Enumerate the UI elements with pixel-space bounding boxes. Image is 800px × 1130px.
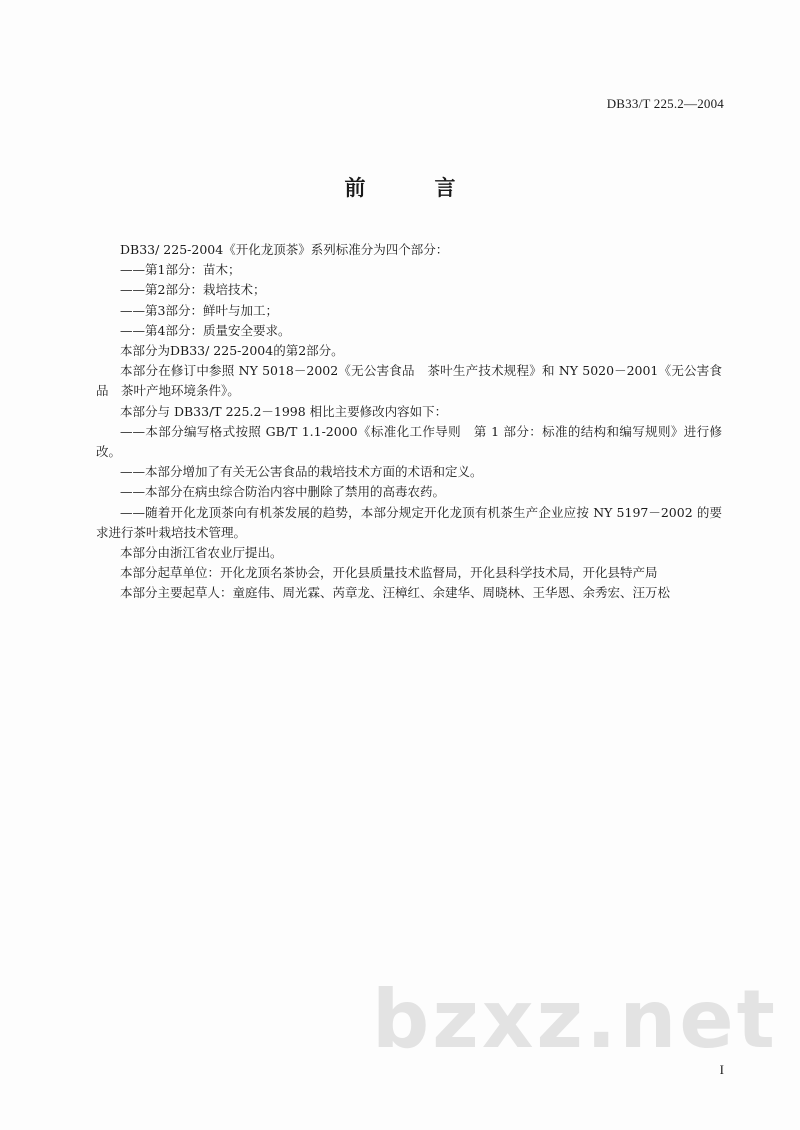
paragraph-part-statement: 本部分为DB33/ 225-2004的第2部分。: [120, 343, 344, 359]
paragraph-changes-intro: 本部分与 DB33/T 225.2－1998 相比主要修改内容如下：: [120, 403, 448, 419]
paragraph-drafting-units: 本部分起草单位：开化龙顶名茶协会，开化县质量技术监督局，开化县科学技术局，开化县特产局: [120, 565, 658, 581]
list-item-change-format: ——本部分编写格式按照 GB/T 1.1-2000《标准化工作导则 第 1 部分：标准的结构和编写规则》进行修改。: [96, 423, 722, 460]
paragraph-references: 本部分在修订中参照 NY 5018－2002《无公害食品 茶叶生产技术规程》和 NY 5020－2001《无公害食品 茶叶产地环境条件》。: [96, 363, 722, 399]
list-item-change-organic: ——随着开化龙顶茶向有机茶发展的趋势，本部分规定开化龙顶有机茶生产企业应按 NY 5197－2002 的要求进行茶叶栽培技术管理。: [96, 504, 722, 540]
paragraph-drafters: 本部分主要起草人：童庭伟、周光霖、芮章龙、汪樟红、余建华、周晓林、王华恩、余秀宏、汪万松: [120, 585, 671, 601]
standard-code: DB33/T 225.2—2004: [606, 96, 724, 111]
page-number: I: [719, 1062, 724, 1077]
list-item-part-3: ——第3部分：鲜叶与加工；: [120, 302, 278, 318]
list-item-change-pesticides: ——本部分在病虫综合防治内容中删除了禁用的高毒农药。: [120, 484, 446, 500]
list-item-part-2: ——第2部分：栽培技术；: [120, 282, 266, 298]
watermark: bzxz.net: [372, 973, 778, 1066]
foreword-body: [96, 240, 722, 604]
paragraph-proposer: 本部分由浙江省农业厅提出。: [120, 545, 283, 561]
list-item-change-terms: ——本部分增加了有关无公害食品的栽培技术方面的术语和定义。: [120, 464, 483, 480]
list-item-part-4: ——第4部分：质量安全要求。: [120, 322, 291, 338]
page-title: 前 言: [344, 176, 480, 200]
paragraph-series-intro: DB33/ 225-2004《开化龙顶茶》系列标准分为四个部分：: [120, 242, 449, 257]
list-item-part-1: ——第1部分：苗木；: [120, 262, 241, 278]
